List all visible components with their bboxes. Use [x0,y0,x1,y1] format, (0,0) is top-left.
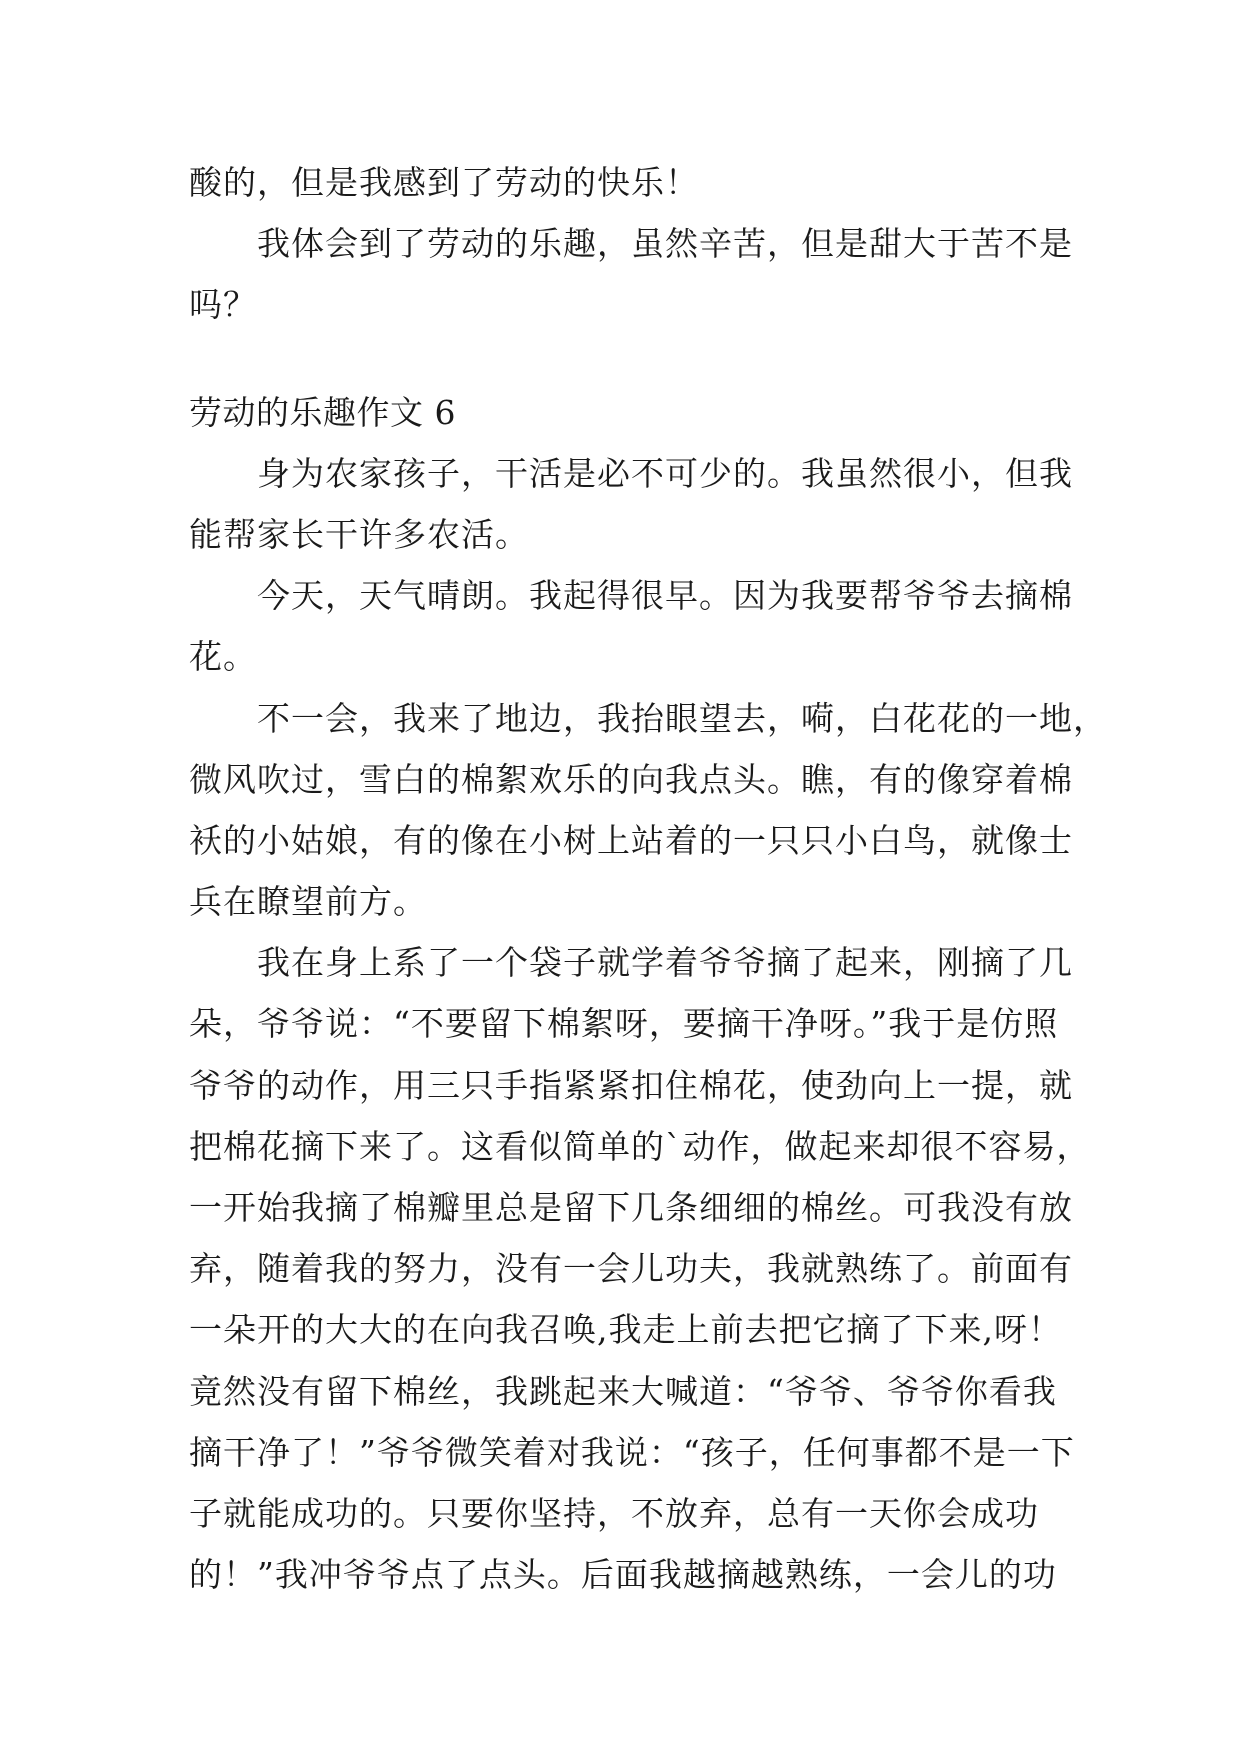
text-line: 朵，爷爷说：“不要留下棉絮呀，要摘干净呀。”我于是仿照 [189,1004,1059,1044]
text-line: 竟然没有留下棉丝，我跳起来大喊道：“爷爷、爷爷你看我 [189,1371,1057,1411]
section-gap [189,336,1059,382]
paragraph [189,565,1073,687]
text-line: 酸的，但是我感到了劳动的快乐！ [189,163,699,202]
paragraph [189,443,1073,565]
text-line: 身为农家孩子，干活是必不可少的。我虽然很小，但我 [257,453,1073,493]
text-line: 今天，天气晴朗。我起得很早。因为我要帮爷爷去摘棉 [257,576,1073,616]
paragraph [189,688,1107,933]
text-line: 微风吹过，雪白的棉絮欢乐的向我点头。瞧，有的像穿着棉 [189,759,1073,799]
paragraph [189,932,1091,1605]
text-line: 吗？ [189,285,257,325]
text-line: 把棉花摘下来了。这看似简单的`动作，做起来却很不容易， [189,1126,1091,1166]
text-line: 花。 [189,637,257,677]
text-line: 我在身上系了一个袋子就学着爷爷摘了起来，刚摘了几 [257,943,1073,983]
text-line: 我体会到了劳动的乐趣，虽然辛苦，但是甜大于苦不是 [257,224,1073,264]
text-line: 兵在瞭望前方。 [189,882,427,922]
text-line: 一朵开的大大的在向我召唤,我走上前去把它摘了下来,呀！ [189,1310,1062,1350]
text-line: 不一会，我来了地边，我抬眼望去，嗬，白花花的一地， [257,698,1107,738]
text-line: 的！”我冲爷爷点了点头。后面我越摘越熟练，一会儿的功 [189,1555,1057,1595]
section-title: 劳动的乐趣作文 6 [189,392,456,432]
text-line: 一开始我摘了棉瓣里总是留下几条细细的棉丝。可我没有放 [189,1188,1073,1227]
text-line: 子就能成功的。只要你坚持，不放弃，总有一天你会成功 [189,1493,1039,1533]
text-line: 摘干净了！”爷爷微笑着对我说：“孩子，任何事都不是一下 [189,1432,1075,1472]
text-line: 爷爷的动作，用三只手指紧紧扣住棉花，使劲向上一提，就 [189,1065,1073,1105]
text-line: 能帮家长干许多农活。 [189,514,529,554]
text-line: 弃，随着我的努力，没有一会儿功夫，我就熟练了。前面有 [189,1249,1073,1289]
document-body [189,152,1107,1605]
text-line: 袄的小姑娘，有的像在小树上站着的一只只小白鸟，就像士 [189,820,1073,860]
